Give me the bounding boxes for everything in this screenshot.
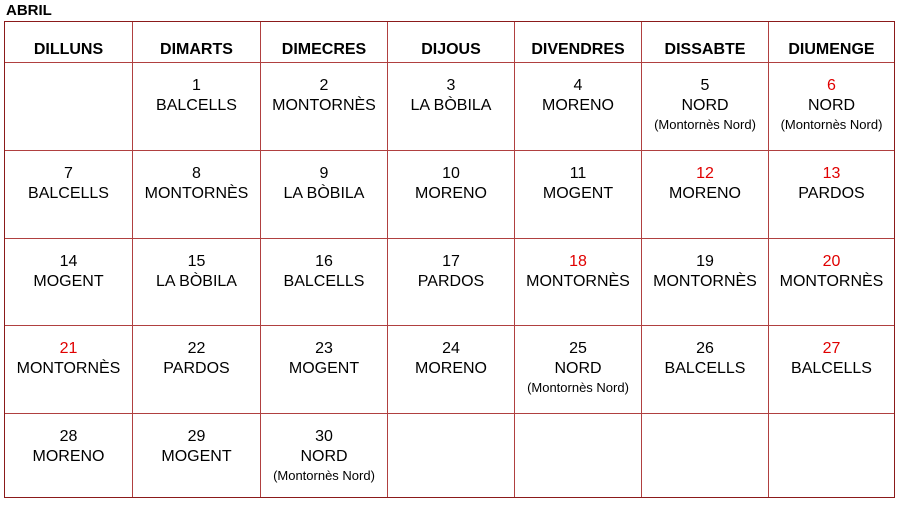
pharmacy-name: MONTORNÈS xyxy=(779,273,884,290)
pharmacy-name: MOGENT xyxy=(288,360,360,377)
day-cell xyxy=(642,326,769,414)
day-number: 17 xyxy=(442,253,460,270)
day-cell xyxy=(261,326,388,414)
empty-day-cell xyxy=(515,414,642,497)
day-cell xyxy=(5,414,133,497)
day-cell xyxy=(133,326,261,414)
weekday-header: DIMARTS xyxy=(133,22,261,63)
day-cell xyxy=(642,63,769,151)
day-cell xyxy=(769,326,894,414)
day-number: 24 xyxy=(442,340,460,357)
day-cell xyxy=(261,239,388,326)
day-cell xyxy=(133,239,261,326)
day-number: 19 xyxy=(696,253,714,270)
day-cell xyxy=(515,326,642,414)
day-cell xyxy=(261,151,388,239)
day-cell xyxy=(769,63,894,151)
day-number: 8 xyxy=(192,165,201,182)
pharmacy-name: MORENO xyxy=(669,185,741,202)
day-cell xyxy=(515,151,642,239)
day-number: 5 xyxy=(700,77,710,94)
day-number: 22 xyxy=(187,340,206,357)
pharmacy-name: MORENO xyxy=(542,97,614,114)
day-number: 14 xyxy=(59,253,78,270)
day-number: 4 xyxy=(573,77,583,94)
weekday-header: DILLUNS xyxy=(5,22,133,63)
day-number: 2 xyxy=(319,77,329,94)
day-number: 9 xyxy=(319,165,329,182)
day-number: 20 xyxy=(822,253,841,270)
day-cell xyxy=(769,239,894,326)
pharmacy-name: BALCELLS xyxy=(156,97,237,114)
weekday-header: DISSABTE xyxy=(642,22,769,63)
day-cell xyxy=(769,151,894,239)
day-number: 10 xyxy=(442,165,460,182)
day-number: 13 xyxy=(822,165,841,182)
pharmacy-name: MORENO xyxy=(415,185,487,202)
pharmacy-name: MOGENT xyxy=(161,448,232,465)
pharmacy-note: (Montornès Nord) xyxy=(654,117,756,132)
day-cell xyxy=(388,151,515,239)
pharmacy-name: NORD xyxy=(554,360,602,377)
month-title: ABRIL xyxy=(6,2,52,19)
day-number: 7 xyxy=(64,165,73,182)
pharmacy-name: MONTORNÈS xyxy=(144,185,249,202)
pharmacy-name: MORENO xyxy=(32,448,105,465)
pharmacy-name: MOGENT xyxy=(542,185,614,202)
day-number: 15 xyxy=(187,253,206,270)
day-number: 27 xyxy=(822,340,841,357)
day-cell xyxy=(133,151,261,239)
day-cell xyxy=(642,151,769,239)
day-cell xyxy=(133,63,261,151)
day-cell xyxy=(388,326,515,414)
pharmacy-name: BALCELLS xyxy=(28,185,109,202)
pharmacy-name: BALCELLS xyxy=(283,273,365,290)
day-number: 1 xyxy=(192,77,201,94)
day-cell xyxy=(261,414,388,497)
pharmacy-name: MORENO xyxy=(415,360,487,377)
pharmacy-note: (Montornès Nord) xyxy=(273,468,375,483)
pharmacy-name: BALCELLS xyxy=(664,360,746,377)
pharmacy-name: MONTORNÈS xyxy=(526,273,630,290)
day-number: 29 xyxy=(187,428,206,445)
pharmacy-name: MONTORNÈS xyxy=(653,273,757,290)
pharmacy-name: NORD xyxy=(681,97,729,114)
day-number: 11 xyxy=(569,165,587,182)
day-cell xyxy=(515,239,642,326)
empty-day-cell xyxy=(388,414,515,497)
day-cell xyxy=(133,414,261,497)
day-number: 30 xyxy=(315,428,333,445)
pharmacy-name: NORD xyxy=(807,97,856,114)
day-number: 23 xyxy=(315,340,333,357)
pharmacy-name: PARDOS xyxy=(798,185,865,202)
day-cell xyxy=(642,239,769,326)
pharmacy-name: LA BÒBILA xyxy=(156,273,237,290)
calendar-grid xyxy=(4,21,895,498)
empty-day-cell xyxy=(642,414,769,497)
pharmacy-name: PARDOS xyxy=(163,360,230,377)
day-cell xyxy=(261,63,388,151)
day-cell xyxy=(388,63,515,151)
empty-day-cell xyxy=(769,414,894,497)
pharmacy-name: MOGENT xyxy=(33,273,104,290)
day-number: 16 xyxy=(315,253,333,270)
day-cell xyxy=(5,239,133,326)
pharmacy-name: MONTORNÈS xyxy=(16,360,121,377)
pharmacy-name: NORD xyxy=(300,448,348,465)
day-cell xyxy=(515,63,642,151)
pharmacy-name: LA BÒBILA xyxy=(410,97,492,114)
day-number: 21 xyxy=(59,340,78,357)
day-number: 28 xyxy=(59,428,78,445)
weekday-header: DIMECRES xyxy=(261,22,388,63)
pharmacy-name: BALCELLS xyxy=(791,360,872,377)
pharmacy-note: (Montornès Nord) xyxy=(780,117,883,132)
weekday-header: DIJOUS xyxy=(388,22,515,63)
day-number: 26 xyxy=(696,340,714,357)
day-number: 12 xyxy=(696,165,714,182)
weekday-header: DIVENDRES xyxy=(515,22,642,63)
weekday-header: DIUMENGE xyxy=(769,22,894,63)
day-cell xyxy=(388,239,515,326)
pharmacy-name: MONTORNÈS xyxy=(272,97,376,114)
day-cell xyxy=(5,151,133,239)
day-number: 6 xyxy=(827,77,836,94)
day-number: 3 xyxy=(446,77,456,94)
pharmacy-note: (Montornès Nord) xyxy=(527,380,629,395)
day-cell xyxy=(5,326,133,414)
day-number: 25 xyxy=(569,340,587,357)
day-number: 18 xyxy=(569,253,587,270)
pharmacy-name: PARDOS xyxy=(417,273,485,290)
pharmacy-name: LA BÒBILA xyxy=(283,185,365,202)
empty-day-cell xyxy=(5,63,133,151)
